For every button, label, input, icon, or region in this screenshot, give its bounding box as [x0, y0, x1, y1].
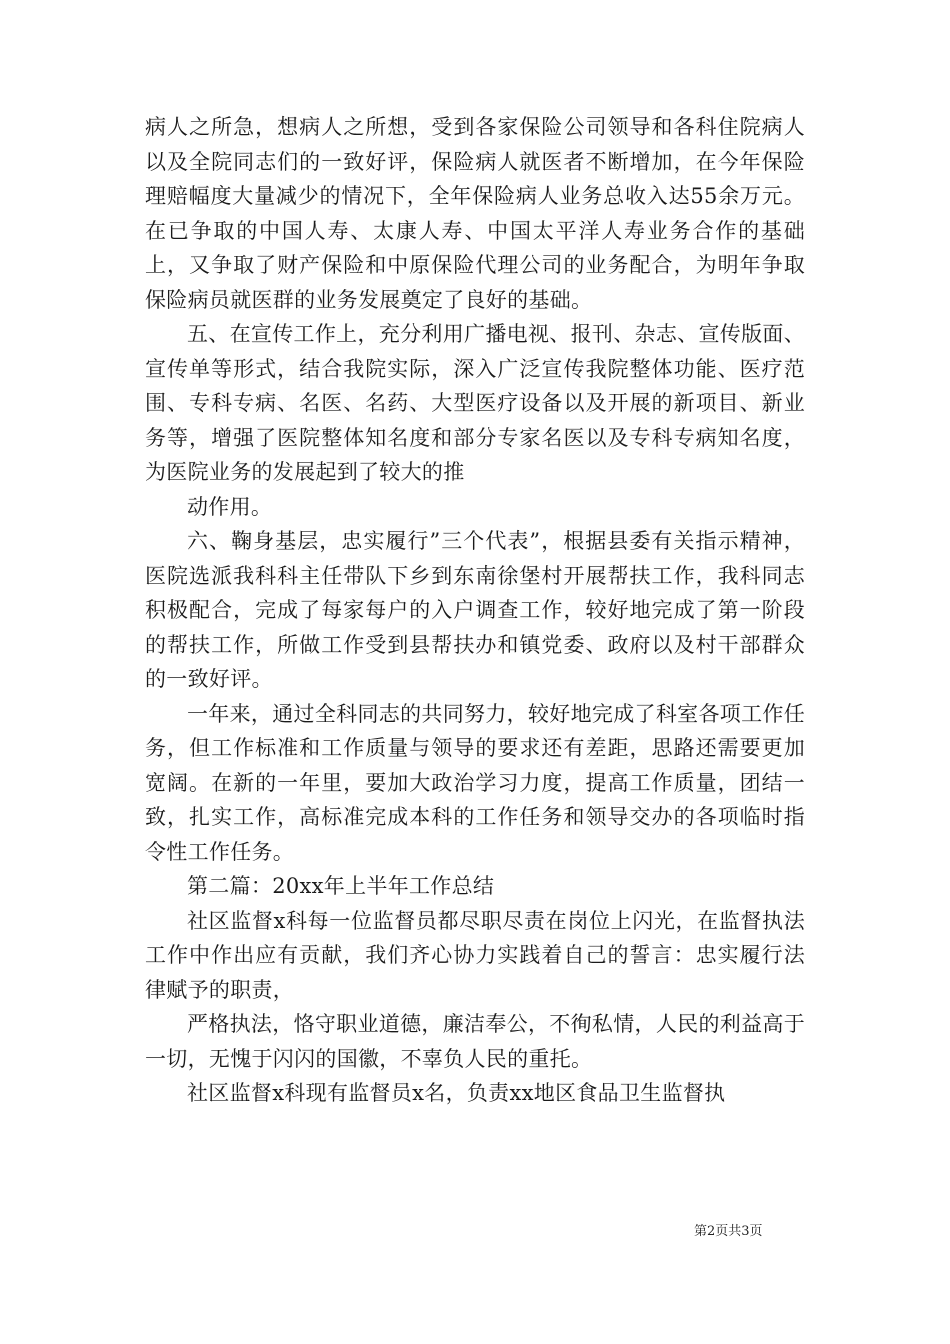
paragraph-community-supervision: 社区监督x科每一位监督员都尽职尽责在岗位上闪光，在监督执法工作中作出应有贡献，我们齐心协力实践着自己的誓言：忠实履行法律赋予的职责， [145, 908, 805, 1002]
paragraph-grassroots: 六、鞠身基层，忠实履行”三个代表”，根据县委有关指示精神，医院选派我科科主任带队下乡到东南徐堡村开展帮扶工作，我科同志积极配合，完成了每家每户的入户调查工作，较好地完成了第一阶段的帮扶工作，所做工作受到县帮扶办和镇党委、政府以及村干部群众的一致好评。 [145, 529, 805, 691]
document-body [145, 110, 805, 1111]
paragraph-strict-enforcement: 严格执法，恪守职业道德，廉洁奉公，不徇私情，人民的利益高于一切，无愧于闪闪的国徽，不辜负人民的重托。 [145, 1012, 805, 1071]
section-heading-part-two: 第二篇：20xx年上半年工作总结 [187, 874, 495, 898]
page-number: 第2页共3页 [694, 1224, 763, 1239]
paragraph-publicity: 五、在宣传工作上，充分利用广播电视、报刊、杂志、宣传版面、宣传单等形式，结合我院实际，深入广泛宣传我院整体功能、医疗范围、专科专病、名医、名药、大型医疗设备以及开展的新项目、新业务等，增强了医院整体知名度和部分专家名医以及专科专病知名度，为医院业务的发展起到了较大的推 [145, 322, 805, 484]
paragraph-summary: 一年来，通过全科同志的共同努力，较好地完成了科室各项工作任务，但工作标准和工作质量与领导的要求还有差距，思路还需要更加宽阔。在新的一年里，要加大政治学习力度，提高工作质量，团结一致，扎实工作，高标准完成本科的工作任务和领导交办的各项临时指令性工作任务。 [145, 701, 805, 864]
paragraph-staffing: 社区监督x科现有监督员x名，负责xx地区食品卫生监督执 [187, 1081, 726, 1105]
paragraph-insurance: 病人之所急，想病人之所想，受到各家保险公司领导和各科住院病人以及全院同志们的一致好评，保险病人就医者不断增加，在今年保险理赔幅度大量减少的情况下，全年保险病人业务总收入达55余万元。在已争取的中国人寿、太康人寿、中国太平洋人寿业务合作的基础上，又争取了财产保险和中原保险代理公司的业务配合，为明年争取保险病员就医群的业务发展奠定了良好的基础。 [145, 115, 805, 312]
paragraph-publicity-continued: 动作用。 [187, 494, 273, 519]
